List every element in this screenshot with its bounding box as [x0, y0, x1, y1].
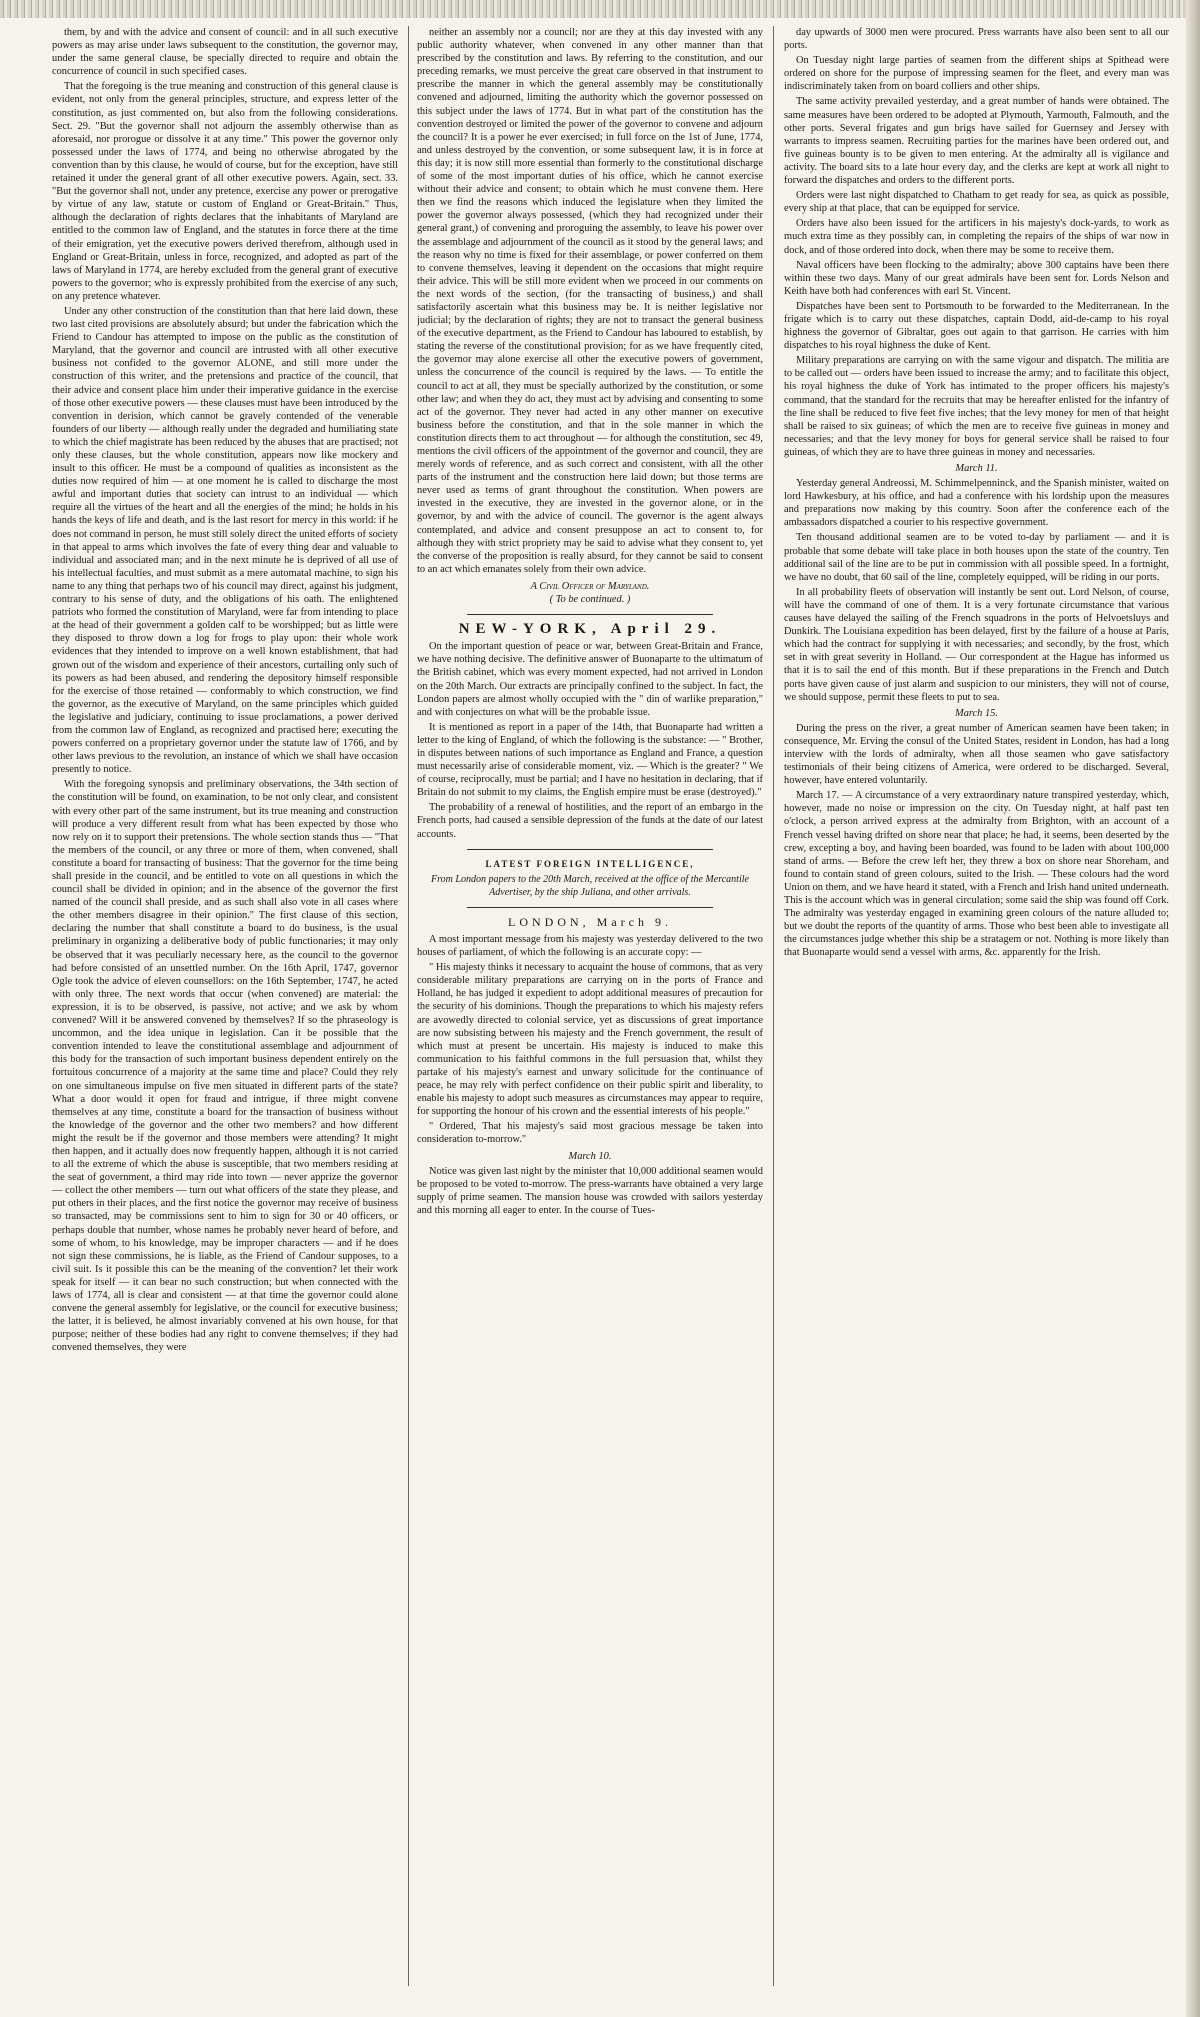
march-10-dateline: March 10.: [568, 1150, 612, 1162]
col3-paragraph: Naval officers have been flocking to the admiralty; above 300 captains have been there within these two days. Many of our great admirals have been sent for. Lords Nelson and Keith have both had conferences with earl St. Vincent.: [784, 259, 1169, 297]
london-paragraph: " His majesty thinks it necessary to acquaint the house of commons, that as very considerable military preparations are carrying on in the ports of France and Holland, he has judged it expedient to adopt additional measures of precaution for the security of his dominions. Though the preparations to which his majesty refers are avowedly directed to colonial service, yet as discussions of great importance are now subsisting between his majesty and the French government, the result of which must at present be uncertain. His majesty is induced to make this communication to his faithful commons in the full persuasion that, whilst they partake of his majesty's earnest and unwary solicitude for the continuance of peace, he may rely with perfect confidence on their public spirit and liberality, to enable his majesty to adopt such measures as circumstances may appear to require, for supporting the honour of his crown and the essential interests of his people.": [417, 962, 763, 1118]
col3-paragraph: During the press on the river, a great number of American seamen have been taken; in consequence, Mr. Erving the consul of the United States, resident in London, has had a long interview with the lords of admiralty, when all those seamen who gave satisfactory testimonials of their being citizens of America, were ordered to be discharged. Several, however, have entered voluntarily.: [784, 722, 1169, 787]
col1-paragraph: That the foregoing is the true meaning and construction of this general clause is evident, not only from the general principles, structure, and express letter of the constitution, as just commented on, but also from the following considerations. Sect. 29. "But the governor shall not adjourn the assembly otherwise than as aforesaid, nor prorogue or dissolve it at any time." This power the governor only possessed under the laws of 1774, and being no otherwise abrogated by the convention than by this clause, he would of course, but for the exception, have still retained it under the general grant of all other executive powers. Again, sect. 33. "But the governor shall not, under any pretence, exercise any power or prerogative by virtue of any law, statute or custom of England or Great-Britain." Thus, although the declaration of rights declares that the inhabitants of Maryland are entitled to the common law of England, and the statutes in force there at the time of their emigration, yet the executive powers derived therefrom, although used in England or Great-Britain, unless in force, recognized, and adopted as part of the laws of Maryland in 1774, are hereby excluded from the general grant of executive powers to the governor; who is expressly prohibited from the exercise of any such, on any pretence whatever.: [52, 81, 398, 302]
march-11-dateline: March 11.: [955, 463, 998, 474]
london-paragraph: " Ordered, That his majesty's said most gracious message be taken into consideration to-morrow.": [417, 1121, 763, 1146]
foreign-intelligence-byline: From London papers to the 20th March, received at the office of the Mercantile Advertiser, by the ship Juliana, and other arrivals.: [431, 873, 749, 898]
col3-paragraph: The same activity prevailed yesterday, and a great number of hands were obtained. The same measures have been ordered to be adopted at Plymouth, Yarmouth, Falmouth, and the other ports. Several frigates and gun brigs have sailed for Guernsey and Jersey with warrants to impress seamen. Recruiting parties for the marines have been ordered out, and five guineas bounty is to be given to men entering. At the admiralty all is vigilance and activity. The board sits to a late hour every day, and the clerks are kept at work all night to forward the dispatches and orders to the different ports.: [784, 96, 1169, 187]
new-york-dateline: NEW-YORK, April 29.: [458, 621, 722, 638]
col1-paragraph: Under any other construction of the constitution than that here laid down, these two last cited provisions are absolutely absurd; but under the fabrication which the Friend to Candour has attempted to impose on the public as the constitution of Maryland, that the governor and council are intrusted with all other executive business not confided to the governor ALONE, and still more under the construction of this writer, and the pretensions and practice of the council, that their advice and consent place him under their imperative guidance in the exercise of those other executive powers — these clauses must have been introduced by the convention in derision, which cannot be gravely contended of the venerable founders of our liberty — although really under the degraded and humiliating state to which the chief magistrate has been reduced by the abuses that are practised; not only these clauses, but the whole constitution, appears now like mockery and insult to this officer. He must be a compound of qualities as inconsistent as the duties now required of him — at one moment he is called to discharge the most awful and important duties that society can intrust to an individual — which require all the virtues of the heart and all the energies of the mind; he holds in his hands the keys of life and death, and is the last resort for mercy in this world: if he does not command in person, he must still solely direct the united efforts of society in that appeal to arms which involves the fate of every thing dear and valuable to individual and associated man; and in the next minute he is deprived of all use of his intellectual faculties, and must submit as a mere automatal machine, to sign his name to any thing that perhaps two of his council may direct, against his judgment, contrary to his sense of duty, and the obligations of his oath. The enlightened patriots who formed the constitution of Maryland, were far from intending to place at the head of their government a golden calf to be worshipped; but as little were they disposed to throw down a log for frogs to play upon: their whole work evidences that they intended to improve on a well known establishment, that had grown out of the wisdom and experience of their ancestors, curtailing only such of its powers as had been abused, and rendering the depository himself responsible for the exercise of those retained — conformably to which construction, we find the governor, as the executive of Maryland, on the same principles which guided the legislative and judiciary, continuing to issue proclamations, a power derived from the common law of England, as recognized and practised here; executing the powers conferred on a proprietary governor under the statute law of 1766, and by other laws previous to the revolution, an instance of which we shall have occasion presently to notice.: [52, 305, 398, 776]
col3-paragraph: In all probability fleets of observation will instantly be sent out. Lord Nelson, of course, will have the command of one of them. It is a very fortunate circumstance that various causes have delayed the sailing of the French squadrons in the ports of Helvoetsluys and Dunkirk. The Louisiana expedition has been delayed, first by the failure of a house at Paris, which had the contract for supplying it with necessaries; and secondly, by the frost, which set in with great severity in Holland. — Our correspondent at the Hague has informed us that it is to sail the end of this month. But if these preparations in the French and Dutch ports have given cause of just alarm and suspicion to our ministers, they will not of course, we should suppose, permit these fleets to put to sea.: [784, 586, 1169, 703]
column-3: [784, 26, 1169, 2011]
col3-paragraph: Orders were last night dispatched to Chatham to get ready for sea, as quick as possible, every ship at that place, that can be equipped for service.: [784, 190, 1169, 215]
col3-paragraph: On Tuesday night large parties of seamen from the different ships at Spithead were ordered on shore for the purpose of impressing seamen for the fleet, and every man was indiscriminately taken from on board colliers and other ships.: [784, 55, 1169, 93]
col3-paragraph: day upwards of 3000 men were procured. Press warrants have also been sent to all our ports.: [784, 27, 1169, 52]
col3-paragraph: Dispatches have been sent to Portsmouth to be forwarded to the Mediterranean. In the frigate which is to carry out these dispatches, captain Dodd, aid-de-camp to his royal highness the governor of Gibraltar, goes out again to that garrison. He carries with him dispatches to his royal highness the duke of Kent.: [784, 300, 1169, 352]
divider: [467, 849, 713, 850]
col2-paragraph: neither an assembly nor a council; nor are they at this day invested with any public authority whatever, when convened in any other manner than that prescribed by the constitution and laws. By referring to the constitution, and our preceding remarks, we must perceive the great care observed in that instrument to prescribe the manner in which the general assembly may be constitutionally convened and adjourned, limiting the authority which the governor possessed on this subject under the laws of 1774. But in what part of the constitution has the convention destroyed or limited the power of the governor to convene and adjourn the council? It is a power he ever exercised; in full force on the 1st of June, 1774, and unless destroyed by the convention, or some subsequent law, it is in force at this day; it is now still more essential than formerly to the constitutional discharge of some of the most important duties of his office, which he cannot exercise without their advice and consent; to obtain which he must convene them. Here then we find the reasons which induced the legislature when they limited the power the governor always possessed, (which they had recognized under their general grant,) of convening and proroguing the assembly, to leave his power over the assemblage and adjournment of the council as it stood by the general laws; and the reason why no time is fixed for their assemblage, or power conferred on them to convene themselves, leaving it dependent on the occasions that might require their advice. This will be still more evident when we proceed in our comments on the next words of the section, (for the transacting of business,) and shall satisfactorily ascertain what this business may be. It is neither legislative nor judicial; by the declaration of rights; they are not to transact the general business of the executive department, as the Friend to Candour has laboured to establish, by stating the reverse of the constitutional provision; for as we have frequently cited, the governor may alone exercise all other the executive powers of government, unless the concurrence of the council is required by the laws. — To entitle the council to act at all, they must be specially authorized by the constitution, or some other law; and when they do act, they must act by advising and consenting to some act of the governor. They never had acted in any other manner on executive business before the constitution, and that in the sole manner in which the constitution directs them to act throughout — for although the constitution, sec 49, mentions the civil officers of the appointment of the governor and council, they are merely words of reference, and as such correct and consistent, with all the other parts of the instrument and the construction here laid down; but those terms are never used as terms of grant throughout the constitution. When powers are invested in the executive, they are invested in the governor alone, or in the governor, by and with the advice of council. The governor is the agent always contemplated, and advice and consent presuppose an act to consent to, for although they with strict propriety may be said to advise what they consent to, yet the converse of the proposition is really absurd, for they cannot be said to consent to an act which emanates solely from their own advice.: [417, 27, 763, 575]
ny-paragraph: On the important question of peace or war, between Great-Britain and France, we have nothing decisive. The definitive answer of Buonaparte to the ultimatum of the British cabinet, which was every moment expected, had not arrived in London on the 20th March. Our extracts are principally confined to the subject. In fact, the London papers are almost wholly occupied with the " din of warlike preparation," and with conjectures on what will be the probable issue.: [417, 641, 763, 718]
page-top-border: [0, 0, 1200, 18]
divider: [467, 907, 713, 908]
col3-paragraph: Yesterday general Andreossi, M. Schimmelpenninck, and the Spanish minister, waited on lord Hawkesbury, at his office, and had a conference with his lordship upon the measures and preparations now making by this country. Soon after the conference each of the ambassadors dispatched a courier to his respective government.: [784, 478, 1169, 529]
london-paragraph: Notice was given last night by the minister that 10,000 additional seamen would be proposed to be voted to-morrow. The press-warrants have obtained a very large supply of prime seamen. The mansion house was crowded with sailors yesterday and this morning all eager to enter. In the course of Tues-: [417, 1165, 763, 1216]
column-2: [417, 26, 763, 2011]
col3-paragraph: Ten thousand additional seamen are to be voted to-day by parliament — and it is probable that some debate will take place in both houses upon the state of the country. Ten additional sail of the line are to be put in commission with all possible speed. In a fortnight, we have no doubt, that 60 sail of the line, completely equipped, will be riding in our ports.: [784, 532, 1169, 583]
article-signature: A Civil Officer of Maryland.: [530, 580, 650, 592]
col3-paragraph: Orders have also been issued for the artificers in his majesty's dock-yards, to work as much extra time as they possibly can, in completing the repairs of the ships of war now in dock, and of those ordered into dock, when there may be some to receive them.: [784, 218, 1169, 256]
ny-paragraph: The probability of a renewal of hostilities, and the report of an embargo in the French ports, had caused a sensible depression of the funds at the date of our latest accounts.: [417, 802, 763, 840]
page-right-edge: [1186, 0, 1200, 2017]
column-rule-2: [773, 26, 774, 1986]
divider: [467, 614, 713, 615]
to-be-continued: ( To be continued. ): [549, 594, 631, 606]
column-1: [52, 26, 398, 2011]
london-dateline: LONDON, March 9.: [508, 914, 672, 929]
col3-paragraph: Military preparations are carrying on with the same vigour and dispatch. The militia are to be called out — orders have been issued to increase the army; and to facilitate this object, his royal highness the duke of York has intimated to the proper officers his majesty's command, that the standard for the recruits that may be hereafter enlisted for the infantry of the line shall be reduced to five feet five inches; that the levy money for men of that height shall be raised to six guineas; of which the men are to receive five guineas in money and necessaries; and that the levy money for boys for general service shall be raised to four guineas, of which they are to have three guineas in money and necessaries.: [784, 355, 1169, 458]
column-rule-1: [408, 26, 409, 1986]
col1-paragraph: them, by and with the advice and consent of council: and in all such executive powers as may arise under laws subsequent to the constitution, the governor may, under the same general clause, be specially directed to require and obtain the concurrence of council in such specified cases.: [52, 27, 398, 78]
march-15-dateline: March 15.: [955, 707, 998, 719]
london-paragraph: A most important message from his majesty was yesterday delivered to the two houses of parliament, of which the following is an accurate copy: —: [417, 934, 763, 959]
col1-paragraph: With the foregoing synopsis and preliminary observations, the 34th section of the constitution will be found, on examination, to be not only clear, and consistent with every other part of the same instrument, but its true meaning and construction will produce a very different result from what has been expected by those who now rely on it to support their pretensions. The whole section stands thus — "That the members of the council, or any three or more of them, when convened, shall constitute a board for transacting of business: That the governor for the time being shall preside in the council, and be entitled to vote on all questions in which the council shall be divided in opinion; and in the absence of the governor the first named of the council shall preside, and as such shall also vote in all cases where the other members disagree in their opinion." The first clause of this section, declaring the number that shall constitute a board to do business, is the usual preliminary in organizing a deliberative body of public functionaries; it may only be observed that it was peculiarly necessary here, as the council to the governor had before consisted of an unsettled number. On the 16th April, 1747, governor Ogle took the advice of eleven counsellors: on the 16th September, 1747, he acted with only three. The next words that occur (when convened) are material: the expression, it is to be observed, is passive, not active; and we ask by whom convened? Will it be answered convened by themselves? If so the phraseology is uncommon, and the idea unique in legislation. Can it be possible that the convention intended to leave the constitutional assemblage and adjournment of this body for the transaction of such important business dependent entirely on the fortuitous concurrence of a majority at the same time and place? Could they rely on one simultaneous impulse on five men situated in different parts of the state? What a door would it open for fraud and intrigue, if three might convene themselves at any time, constitute a board for the transaction of business without the knowledge of the governor and the other two members? and how different might the result be if the governor and those members were attending? It might then happen, and it actually does now frequently happen, although it is not carried to all the extreme of which the abuse is susceptible, that two members residing at the seat of government, a third may ride into town — never apprize the governor — collect the other members — turn out what officers of the state they please, and put others in their places, and the first notice the governor may receive of business so transacted, may be commissions sent to him to sign for 30 or 40 officers, or perhaps double that number, whose names he probably never heard of before, and some of whom, to his knowledge, may be improper characters — and if he does not sign these commissions, he is liable, as the Friend of Candour supposes, to a civil suit. Is it possible this can be the meaning of the convention? let their work speak for itself — it can bear no such construction; but when connected with the laws of 1774, all is clear and consistent — at that time the governor could alone convene the general assembly for legislative, or the council for executive business; the latter, it is believed, he almost invariably convened at his own house, for that purpose; neither of these bodies had any right to convene themselves; if they had convened themselves, they were: [52, 779, 398, 1354]
foreign-intelligence-heading: LATEST FOREIGN INTELLIGENCE,: [485, 858, 695, 869]
col3-paragraph: March 17. — A circumstance of a very extraordinary nature transpired yesterday, which, however, made no noise or impression on the city. On Tuesday night, at half past ten o'clock, a person arrived express at the admiralty from Brighton, with an account of a French vessel having drifted on shore near that place; he had, it seems, been deserted by the crew, excepting a boy, and having been boarded, was found to be laden with about 100,000 stand of arms. — Before the crew left her, they threw a box on shore near Shoreham, and found to contain stand of green colours, suited to the Irish. — These colours had the word Union on them, and we have heard it stated, with a French and Irish hand united underneath. This is the account which was in general circulation; some said the ship was found off Cork. The admiralty was yesterday engaged in examining green colours of the nature alluded to; but we doubt the reports of the quantity of arms. Those who best been able to investigate all the circumstances judge whether this ship be a stratagem or not. Nothing is more likely than that Buonaparte would send a vessel with arms, &c. apparently for the Irish.: [784, 790, 1169, 959]
ny-paragraph: It is mentioned as report in a paper of the 14th, that Buonaparte had written a letter to the king of England, of which the following is the substance: — " Brother, in disputes between nations of such importance as England and France, a question must necessarily arise of considerable moment, viz. — Which is the greater? " We of course, reciprocally, must be partial; and I have no hesitation in declaring, that if Britain do not submit to my claims, the English empire must be erase (destroyed).": [417, 721, 763, 799]
